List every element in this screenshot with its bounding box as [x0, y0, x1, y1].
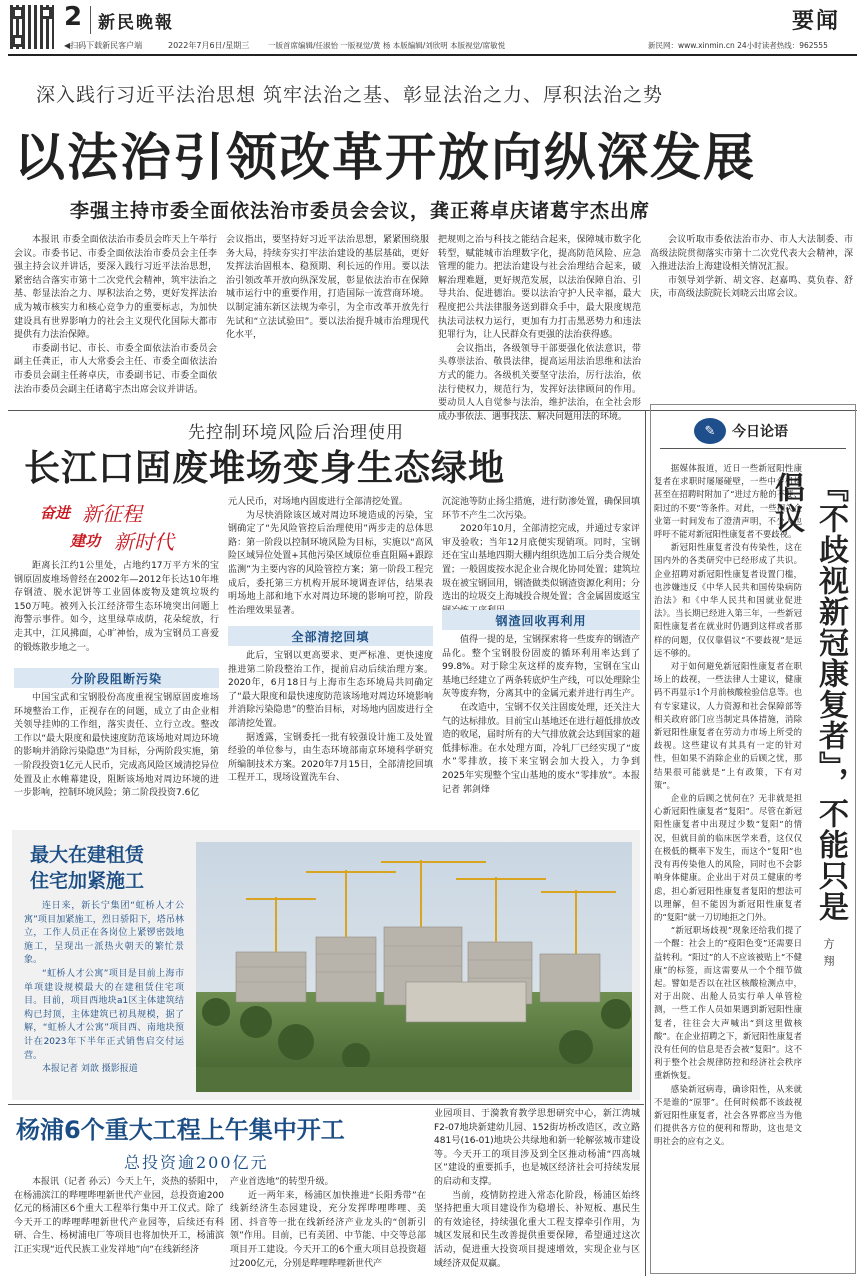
- commentary-label: 今日论语: [732, 424, 788, 440]
- commentary-paragraph: “新冠职场歧视”现象还给我们提了一个醒：社会上的“疫阳色变”还需要日益转利。“阳过”的人不应该被贴上“不健康”的标签，而这需要从一个个细节做起。譬如是否以在社区核酸检测点中，对于出院、出舱人员实行单人单管检测，一些工作人员如果遇到新冠阳性康复者，往往会大声喊出“到这里做核酸”。在企业招聘之下，新冠阳性康复者没有任何的信息是否会被“复阳”。这不利于整个社会规律防控和经济社会秩序重新恢复。: [654, 925, 802, 1081]
- construction-photo: [196, 842, 632, 1092]
- article-paragraph: 沉淀池等防止扬尘措施，进行防渗处置，确保回填环节不产生二次污染。: [442, 497, 641, 521]
- yangpu-col-1: [14, 1176, 224, 1276]
- yangpu-col-2: [230, 1176, 426, 1276]
- commentary-paragraph: 感染新冠病毒，确诊阳性，从来就不是谁的“原罪”。任何时候都不该歧视新冠阳性康复者，社会各界都应当为他们提供各方位的便利和帮助，这也是文明社会的应有之义。: [654, 1083, 802, 1147]
- lead-col-1: [14, 234, 217, 404]
- commentary-paragraph: 企业的后顾之忧何在？无非就是担心新冠阳性康复者“复阳”。尽管在新冠阳性康复者中出现过少数“复阳”的情况，但就目前的临床医学来看，这仅仅在极低的概率下发生，而这个“复阳”也没有再传染他人的风险，同时也不会影响身体健康。企业出于对员工健康的考虑，担心新冠阳性康复者复阳的想法可以理解，但不能因为新冠阳性康复者的“复阳”就一刀切地拒之门外。: [654, 793, 802, 922]
- article-paragraph: 此后，宝钢以更高要求、更严标准、更快速度推进第二阶段整治工作，提前启动后续治理方案。2020年，6月18日与上海市生态环境局共同确定了“最大限度和最快速度防范该场地对周边环境影响并消除污染隐患”的整治目标，对场地内固废进行全部清挖处置。: [228, 651, 433, 729]
- qr-caption: ◀扫码下载新民客户端: [64, 41, 143, 50]
- commentary-author: 方翔: [822, 938, 835, 972]
- date-line: 2022年7月6日/星期三: [168, 41, 250, 50]
- article-paragraph: 中国宝武和宝钢股份高度重视宝钢原固废堆场环境整治工作，正视存在的问题，成立了由企业相关领导挂帅的工作组，落实责任、立行立改。整改工作以“最大限度和最快速度防范该场地对周边环境的影响并消除污染隐患”为目标，分两阶段实施，第一阶段投资1亿元人民币，完成高风险区域清挖异位处置及止水帷幕建设，阻断该场地对周边环境的进一步影响，控制环境风险；第二阶段投资7.6亿: [14, 693, 219, 799]
- lead-paragraph: 会议听取市委依法治市办、市人大法制委、市高级法院贯彻落实市第十二次党代表大会精神，深入推进法治上海建设相关情况汇报。: [650, 235, 853, 273]
- paper-name: 新民晚報: [98, 13, 174, 33]
- lead-col-4: [650, 234, 853, 404]
- article-paragraph: 连日来，新长宁集团“虹桥人才公寓”项目加紧施工，烈日骄阳下，塔吊林立，工作人员正在各岗位上紧锣密鼓地施工，呈现出一派热火朝天的繁忙景象。: [24, 901, 184, 966]
- yangpu-col-3: [434, 1108, 640, 1276]
- badge-word: 新征程: [82, 502, 142, 526]
- article-paragraph: 在改造中，宝钢不仅关注固废处理，还关注大气的达标排放。目前宝山基地还在进行超低排放改造的收尾，届时所有的大气排放就会达到国家的超低排标准。在水处理方面，冷轧厂已经实现了“废水”零排放，接下来宝钢会加大投入，力争到2025年实现整个宝山基地的废水“零排放”。本报记者 郭剑烽: [442, 702, 641, 795]
- subhead-bar: 钢渣回收再利用: [442, 610, 640, 630]
- commentary-paragraph: 对于如何避免新冠阳性康复者在职场上的歧视，一些法律人士建议，健康码不再显示1个月前核酸检验信息等。也有专家建议，人力资源和社会保障部等相关政府部门应当制定具体措施，消除新冠阳性康复者在劳动力市场上所受的歧视。这些建议有其具有一定的针对性，但如果不消除企业的后顾之忧，那结果很可能就是“上有政策，下有对策”。: [654, 661, 802, 790]
- qr-code-icon[interactable]: [10, 5, 54, 49]
- editors-line: 一版首席编辑/任淑怡 一版视觉/黄 杨 本版编辑/刘欣明 本版视觉/席敏悦: [268, 41, 506, 50]
- rental-text: [24, 900, 184, 1092]
- article-paragraph: 业园项目、于漪教育教学思想研究中心，新江湾城F2-07地块新建幼儿园、152街坊桥改造区，改立路481号(16-01)地块公共绿地和新一轮解弦城市建设等。今天开工的项目涉及到全区推动杨浦“四高城区”建设的重要抓手，也是城区经济社会可持续发展的启动和支撑。: [434, 1109, 640, 1187]
- yangtze-col-3: [442, 496, 640, 606]
- yangtze-col-3b: [442, 634, 640, 824]
- commentary-text: [654, 462, 802, 1274]
- badge-word: 奋进: [40, 504, 71, 522]
- badge-word: 新时代: [114, 530, 174, 554]
- article-paragraph: “虹桥人才公寓”项目是目前上海市单项建设规模最大的在建租赁住宅项目。目前，项目西地块a1区主体建筑结构已封顶，主体建筑已初具规模，据了解，“虹桥人才公寓”项目西、南地块预计在2023年下半年正式销售启交付运营。: [24, 968, 184, 1061]
- article-paragraph: 本报讯（记者 孙云）今天上午，炎热的骄阳中，在杨浦滨江的哔哩哔哩新世代产业园，总投资逾200亿元的杨浦区6个重大工程举行集中开工仪式。除了今天开工的哔哩哔哩新世代产业园等，后续还有科研、合生、杨树浦电厂等项目也将加快开工，杨浦滨江正实现“近代民族工业发祥地”向“在线新经济: [14, 1177, 224, 1255]
- photo-byline: 本报记者 刘歆 摄影报道: [42, 1064, 138, 1075]
- article-paragraph: 值得一提的是，宝钢探索将一些废弃的钢渣产品化。整个宝钢股份固废的循环利用率达到了99.8%。对于除尘灰这样的废弃物，宝钢在宝山基地已经建立了两条转底炉生产线，可以处理除尘灰等废弃物，分离其中的金属元素并进行再生产。: [442, 635, 641, 700]
- article-paragraph: 2020年10月，全部清挖完成，并通过专家评审及验收；当年12月底便实现销项。同时，宝钢还在宝山基地四期大棚内组织选加工后分类合规处置；一般固废按水泥企业合规化协同处置；建筑垃圾在被宝钢回用，钢渣做类似钢渣资源化利用；分选出的垃圾交上海城投合规处置；含金属固废返宝: [442, 524, 641, 603]
- lead-kicker: 深入践行习近平法治思想 筑牢法治之基、彰显法治之力、厚积法治之势: [36, 84, 664, 106]
- article-paragraph: 产业首选地”的转型升级。: [230, 1177, 334, 1187]
- commentary-paragraph: 新冠阳性康复者没有传染性，这在国内外的各类研究中已经形成了共识。企业招聘对新冠阳性康复者设置门槛，也涉嫌违反《中华人民共和国传染病防治法》和《中华人民共和国就业促进法》。当长期已经进入第三年，一些新冠阳性康复者在就业时仍遇到这样或者那样的问题，仅仅靠倡议“不要歧视”是远远不够的。: [654, 542, 802, 658]
- site-line: 新民网：www.xinmin.cn 24小时读者热线：962555: [648, 41, 828, 50]
- yangpu-subhead: 总投资逾200亿元: [124, 1153, 269, 1172]
- yangtze-col-1: [14, 560, 219, 664]
- lead-subhead: 李强主持市委全面依法治市委员会会议，龚正蒋卓庆诸葛宇杰出席: [70, 200, 651, 222]
- lead-paragraph: 本报讯 市委全面依法治市委员会昨天上午举行会议。市委书记、市委全面依法治市委员会主任李强主持会议并讲话，要深入践行习近平法治思想，紧密结合落实市第十二次党代会精神，筑牢法治之基、彰显法治之力、厚积法治之势，更好发挥法治成为城市核实力和核心竞争力的重要标志，为加快建设具有世界影响力的社会主义现代化国际大都市提供有力法治保障。: [14, 235, 217, 341]
- lead-col-2: [226, 234, 429, 404]
- article-paragraph: 元人民币，对场地内固废进行全部清挖处置。: [228, 497, 409, 507]
- rental-headline-line: 住宅加紧施工: [30, 870, 145, 892]
- page-number: 2: [64, 2, 83, 32]
- commentary-title: 『不歧视新冠康复者』，不能只是倡议: [769, 472, 848, 922]
- article-paragraph: 为尽快消除该区域对周边环境造成的污染，宝钢确定了“先风险管控后治理使用”两步走的总体思路：第一阶段以控制环境风险为目标，实施以“高风险区域异位处置+其他污染区域原位垂直阻隔+跟踪监测”为主要内容的风险管控方案；第一阶段工程完成后，委托第三方机构开展环境调查评估，结果表明场地上部和地下水对周边环境的影响可控，阶段性治理效果显著。: [228, 510, 433, 616]
- subhead-bar: 全部清挖回填: [228, 626, 433, 646]
- article-paragraph: 距离长江约1公里处，占地约17万平方米的宝钢原固废堆场曾经在2002年—2012年长达10年堆存钢渣、脱水泥饼等工业固体废物及建筑垃圾约150万吨。被列入长江经济带生态环境突出问题上海警示事件。如今，这里绿草成荫，花朵绽放，行走其中，江风拂面，心旷神怡，成为宝钢员工喜爱的锻炼散步地之一。: [14, 561, 219, 653]
- article-paragraph: 近一两年来，杨浦区加快推进“长阳秀带”在线新经济生态园建设，充分发挥哔哩哔哩、美团、抖音等一批在线新经济产业龙头的“创新引领”作用。目前，已有美团、中节能、中交等总部项目开工建设。今天开工的6个重大项目总投资超过200亿元，分别是哔哩哔哩新世代产: [230, 1190, 426, 1269]
- rental-headline-line: 最大在建租赁: [30, 844, 145, 866]
- article-paragraph: 当前，疫情防控进入常态化阶段，杨浦区始终坚持把重大项目建设作为稳增长、补短板、惠民生的有效途径，持续强化重大工程支撑牵引作用，为城区发展和民生改善提供重要保障，希望通过这次活动，促进重大投资项目提速增效，实现企业与区域经济双促双赢。: [434, 1190, 640, 1269]
- yangtze-col-1b: [14, 692, 219, 824]
- lead-paragraph: 会议指出，要坚持好习近平法治思想，紧紧围绕服务大局，持续夯实打牢法治建设的基层基础，更好发挥法治固根本、稳预期、利长远的作用。要以法治引领改革开放向纵深发展，彰显依法治市在保障城市运行中的重要作用，打造国际一流营商环境。以制定浦东新区法规为牵引，为全市改革开放先行先试和“立法试验田”。要以法治提升城市治理现代化水平，: [226, 235, 429, 341]
- lead-paragraph: 市领导刘学新、胡文容、赵嘉鸣、莫负春、舒庆，市高级法院院长刘晓云出席会议。: [650, 275, 853, 300]
- section-title: 要闻: [792, 9, 841, 34]
- campaign-badge: [18, 494, 208, 558]
- construction-photo-art: [196, 842, 632, 1092]
- badge-word: 建功: [70, 532, 101, 550]
- yangtze-col-2: [228, 496, 433, 626]
- lead-col-3: [438, 234, 641, 422]
- subhead-bar: 分阶段阻断污染: [14, 668, 219, 688]
- lead-paragraph: 把规则之治与科技之能结合起来，保障城市数字化转型，赋能城市治理数字化，提高防范风险、应急管理的能力。把法治建设与社会治理结合起来，破解治理难题，更好规范发展，以法治保障自治、引导共治、促进德治。要以法治守护人民幸福，最大程度把公共法律服务送到群众手中，最大限度规范执法司法权力运行，更加有力打击黑恶势力和违法犯罪行为，让人民群众有更强的法治获得感。: [438, 235, 641, 341]
- commentary-paragraph: 据媒体报道，近日一些新冠阳性康复者在求职时屡屡碰壁，一些中介机构甚至在招聘时附加了“进过方舱的不要、阳过的不要”等条件。对此，一些相关企业第一时间发布了澄清声明，不少人也呼吁不能对新冠阳性康复者不要歧视。: [654, 463, 802, 540]
- commentary-emblem-icon: ✎: [694, 418, 726, 444]
- rental-headline: [30, 842, 190, 894]
- yangpu-headline: 杨浦6个重大工程上午集中开工: [16, 1116, 345, 1144]
- yangtze-col-2b: [228, 650, 433, 824]
- lead-paragraph: 会议指出，各级领导干部要强化依法意识，带头尊崇法治、敬畏法律，提高运用法治思维和法治方式的能力。各级机关要坚守法治，厉行法治，依法行使权力，规范行为，发挥好法律顾问的作用。要动员人人自觉参与法治，维护法治，在全社会形成办事依法、遇事找法、解决问题用法的环境。: [438, 343, 641, 422]
- yangtze-headline: 长江口固废堆场变身生态绿地: [24, 448, 506, 489]
- yangtze-kicker: 先控制环境风险后治理使用: [188, 423, 404, 443]
- article-paragraph: 据透露，宝钢委托一批有较强设计施工及处置经验的单位参与，由生态环境部南京环境科学研究所编制技术方案。2020年7月15日，全部清挖回填工程开工，现场设置洗车台、: [228, 732, 433, 784]
- lead-paragraph: 市委副书记、市长、市委全面依法治市委员会副主任龚正，市人大常委会主任、市委全面依法治市委员会副主任蒋卓庆，市委副书记、市委全面依法治市委员会副主任诸葛宇杰出席会议并讲话。: [14, 343, 217, 395]
- lead-headline: 以法治引领改革开放向纵深发展: [14, 129, 757, 188]
